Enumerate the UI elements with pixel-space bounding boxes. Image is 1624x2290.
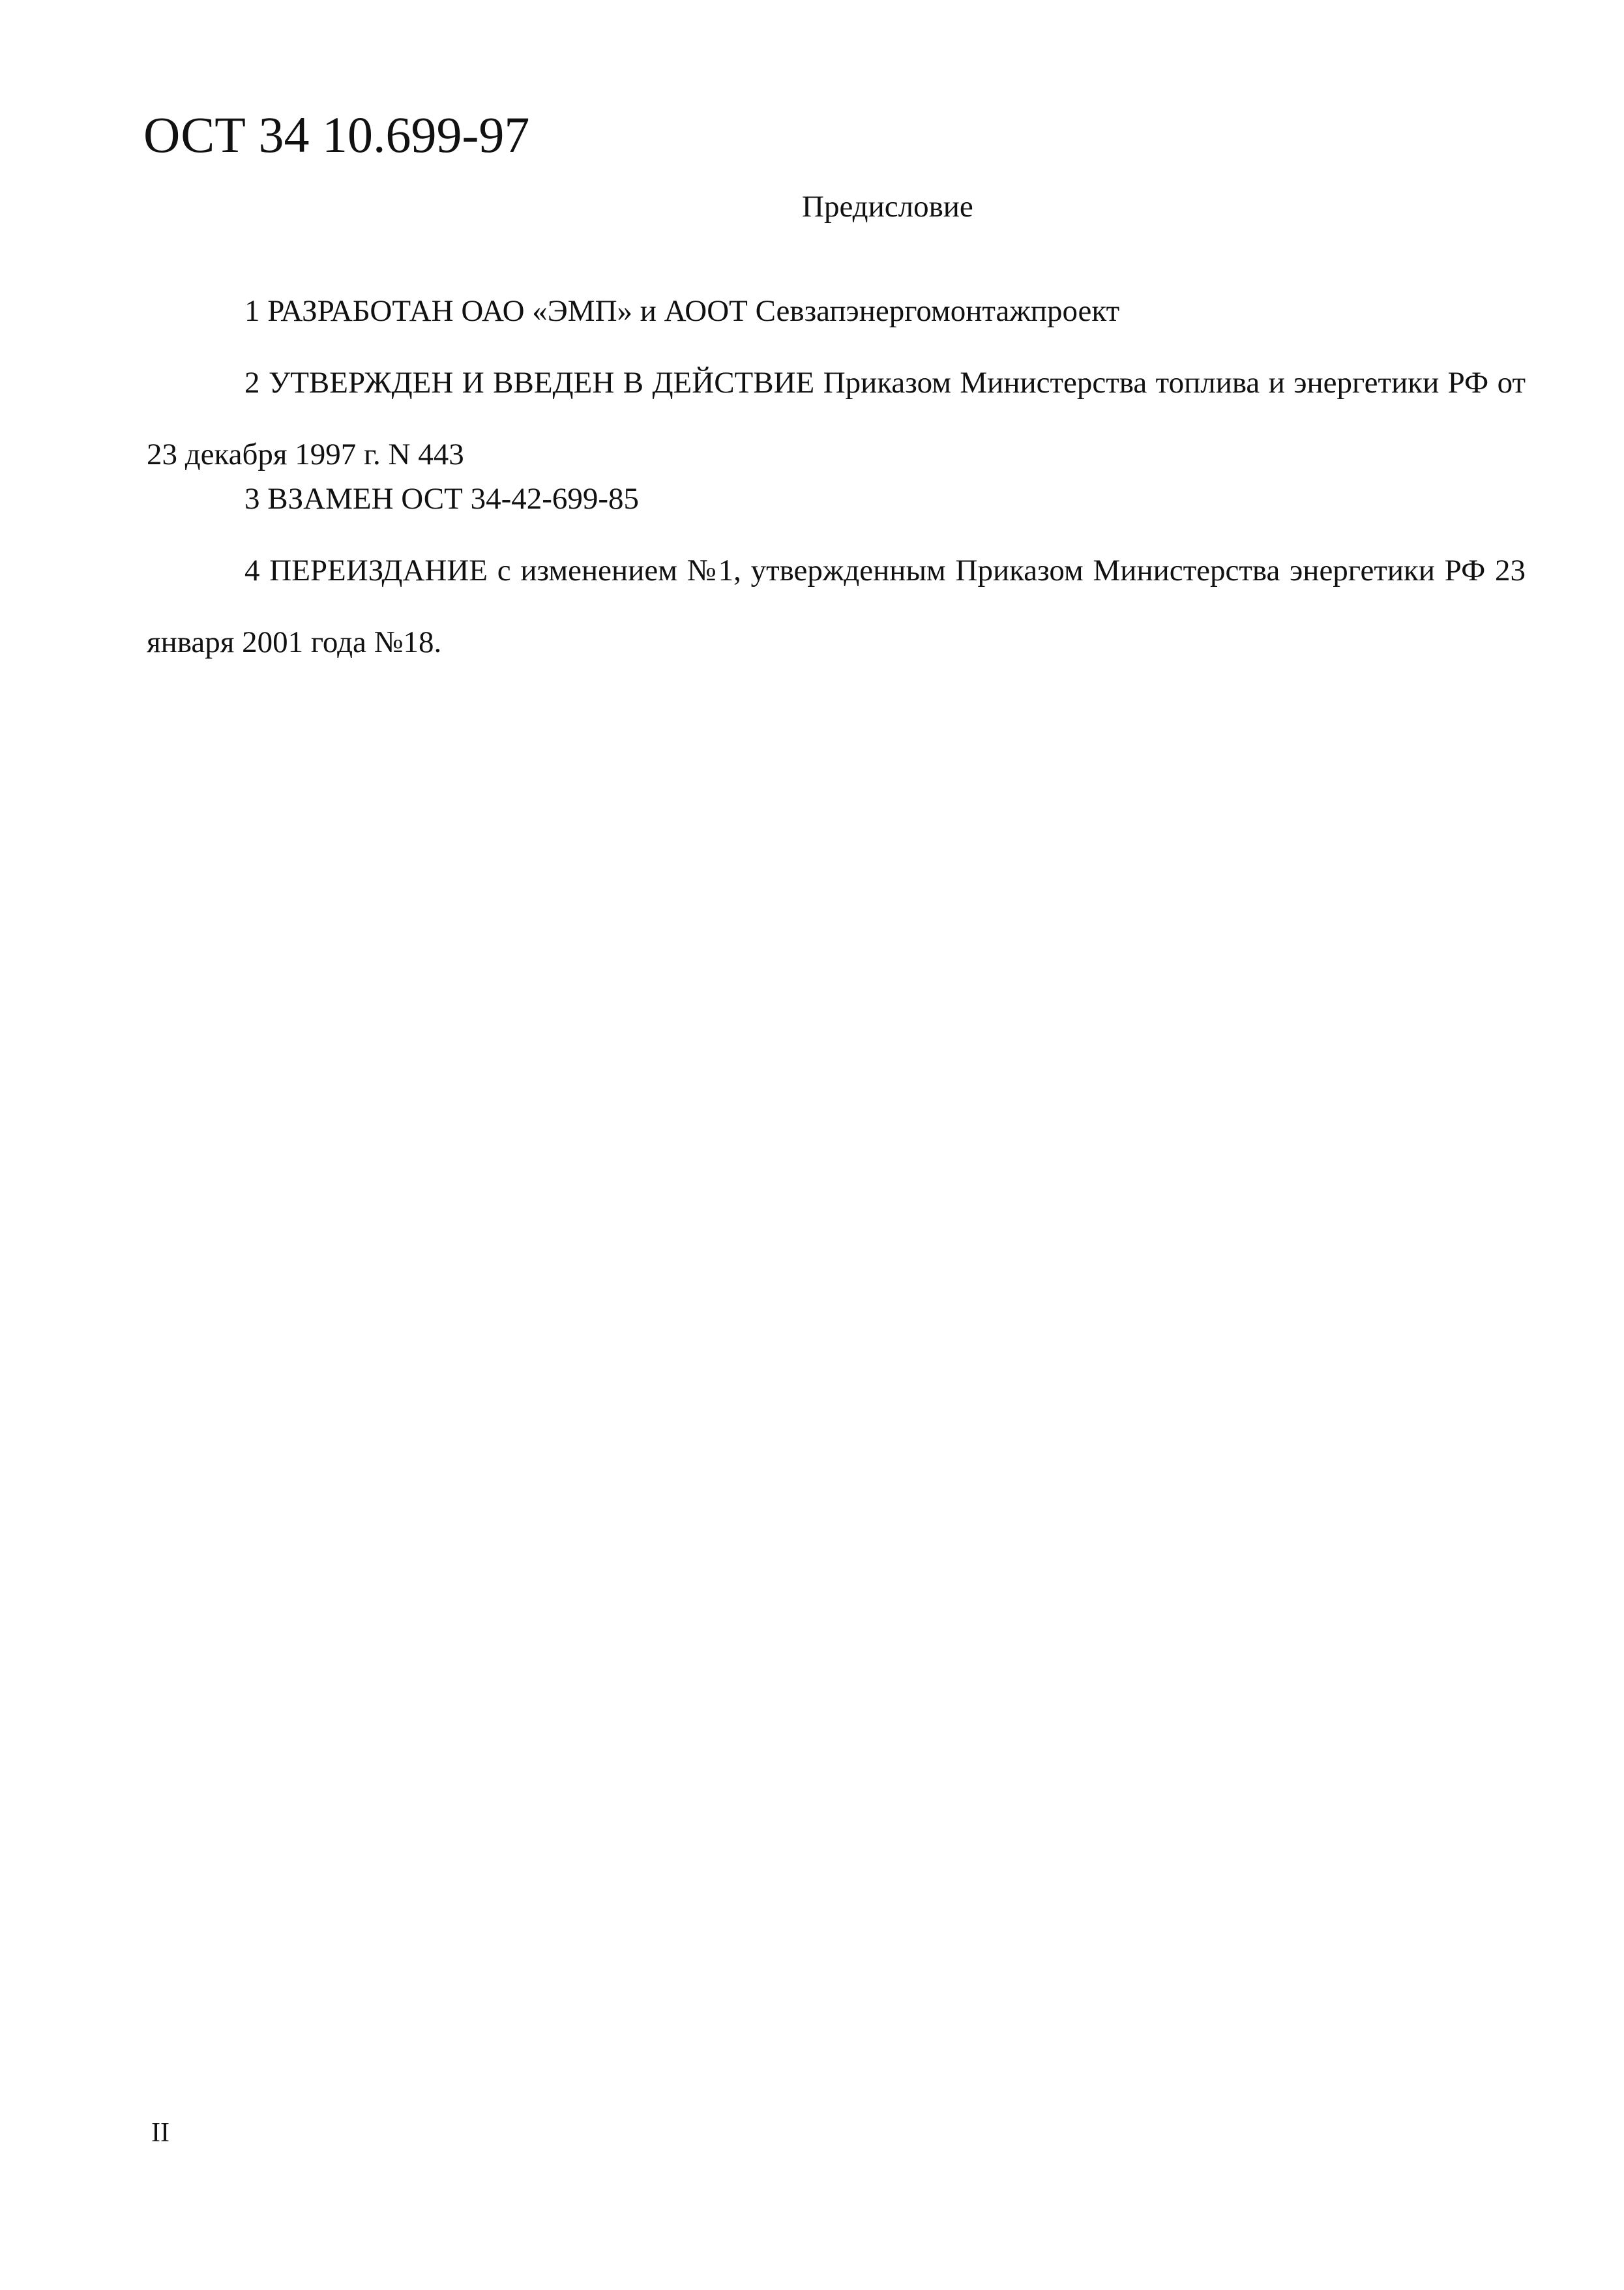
document-code: ОСТ 34 10.699-97 bbox=[143, 106, 530, 163]
foreword-item-3: 3 ВЗАМЕН ОСТ 34-42-699-85 bbox=[244, 482, 640, 516]
page-number: II bbox=[151, 2118, 170, 2148]
section-title: Предисловие bbox=[802, 190, 973, 224]
foreword-item-4: 4 ПЕРЕИЗДАНИЕ с изменением №1, утвержденным Приказом Министерства энергетики РФ 23 января 2001 года №18. bbox=[147, 554, 1526, 659]
foreword-item-1: 1 РАЗРАБОТАН ОАО «ЭМП» и АООТ Севзапэнергомонтажпроект bbox=[244, 294, 1120, 328]
foreword-item-2: 2 УТВЕРЖДЕН И ВВЕДЕН В ДЕЙСТВИЕ Приказом Министерства топлива и энергетики РФ от 23 декабря 1997 г. N 443 bbox=[147, 366, 1526, 471]
